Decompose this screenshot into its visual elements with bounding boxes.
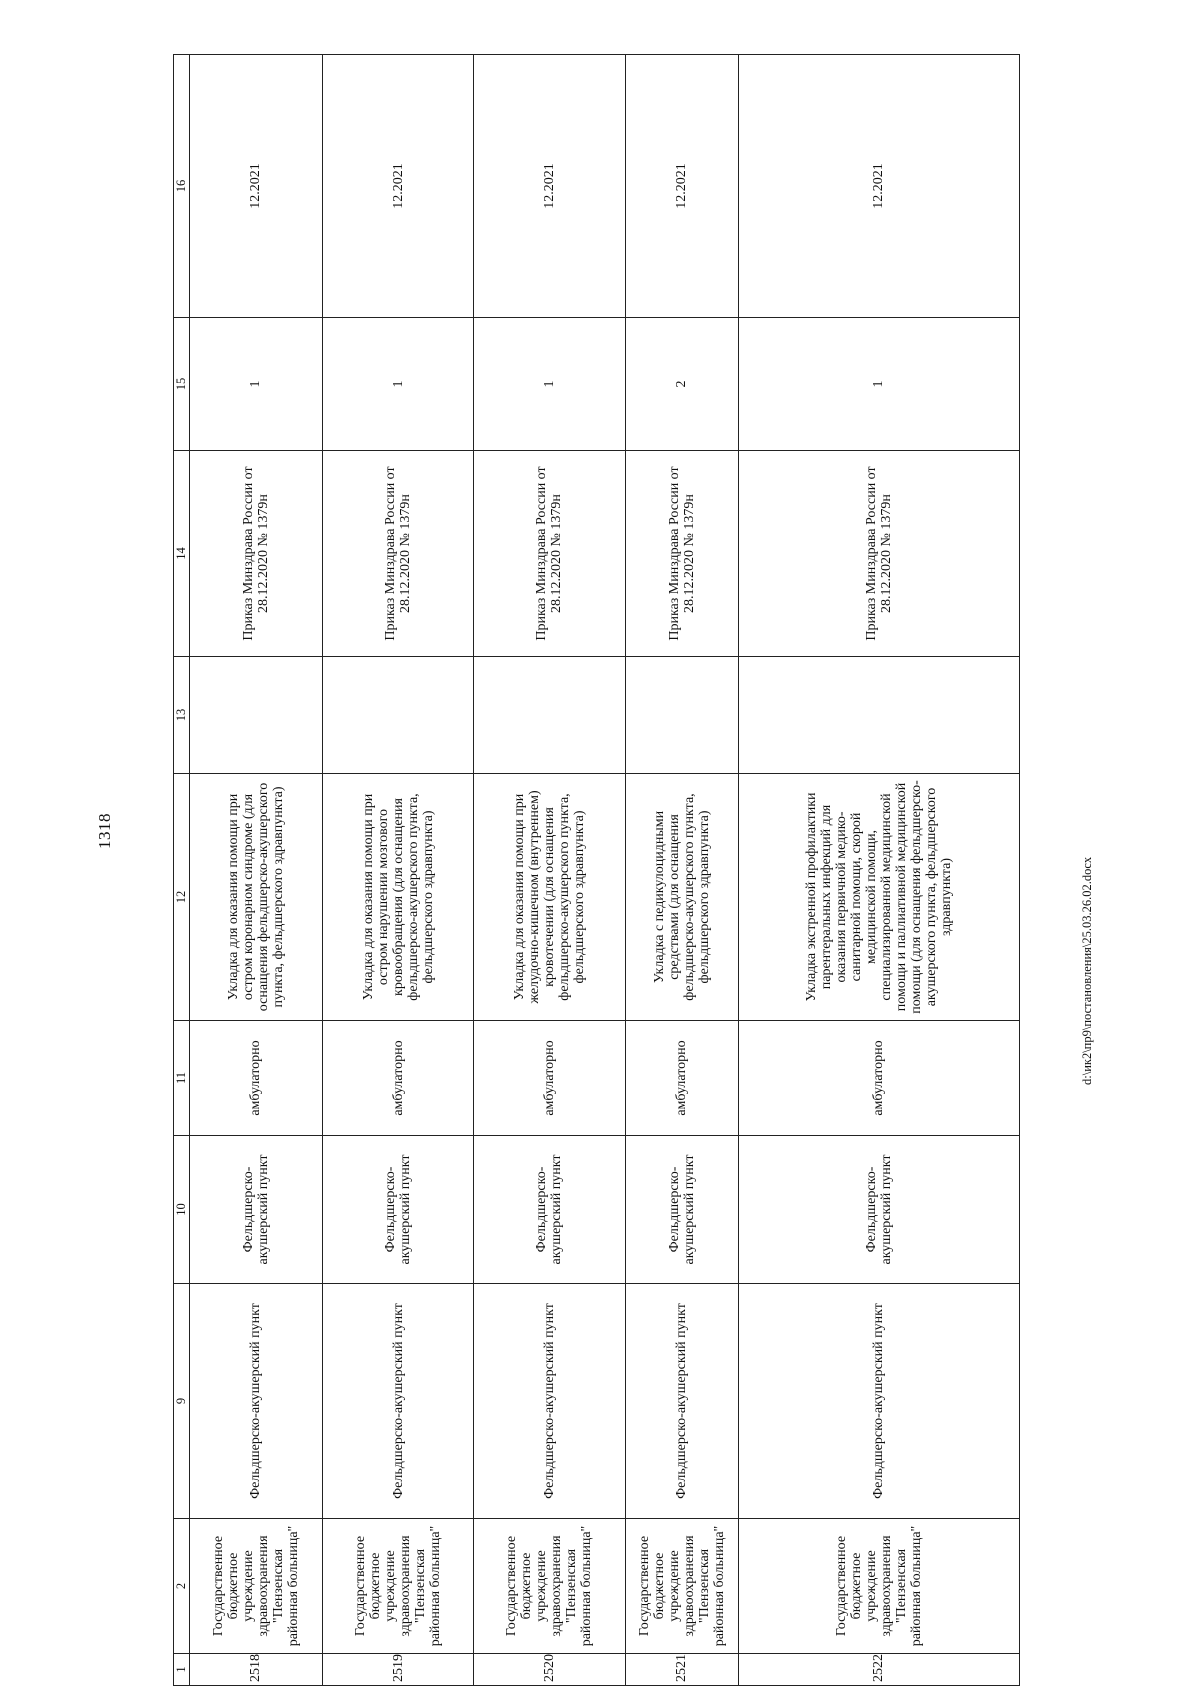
cell-mode: амбулаторно: [738, 1021, 1019, 1136]
cell-quantity: 1: [322, 318, 473, 451]
cell-mode: амбулаторно: [625, 1021, 738, 1136]
col-header-11: 11: [174, 1021, 190, 1136]
cell-quantity: 2: [625, 318, 738, 451]
cell-type: Фельдшерско-акушерский пункт: [474, 1136, 625, 1284]
cell-organization: Государственное бюджетное учреждение здравоохранения "Пензенская районная больница": [625, 1519, 738, 1654]
cell-number: 2520: [474, 1654, 625, 1686]
col-header-16: 16: [174, 55, 190, 318]
footer-file-path: d:\ик2\пр9\постановления\25.03.26.02.docx: [1080, 856, 1094, 1085]
column-number-row: [174, 55, 190, 1686]
cell-item: Укладка для оказания помощи при остром коронарном синдроме (для оснащения фельдшерско-акушерского пункта, фельдшерского здравпункта): [190, 774, 323, 1021]
col-header-12: 12: [174, 774, 190, 1021]
cell-item: Укладка экстренной профилактики парентеральных инфекций для оказания первичной медико-санитарной помощи, скорой медицинской помощи, специализированной медицинской помощи и паллиативной медицинской помощи (для оснащения фельдшерско-акушерского пункта, фельдшерского здравпункта): [738, 774, 1019, 1021]
table-row: [474, 55, 625, 1686]
cell-col13: [474, 657, 625, 774]
col-header-13: 13: [174, 657, 190, 774]
cell-col13: [190, 657, 323, 774]
cell-unit: Фельдшерско-акушерский пункт: [738, 1284, 1019, 1519]
cell-date: 12.2021: [625, 55, 738, 318]
cell-organization: Государственное бюджетное учреждение здравоохранения "Пензенская районная больница": [474, 1519, 625, 1654]
cell-type: Фельдшерско-акушерский пункт: [190, 1136, 323, 1284]
cell-date: 12.2021: [190, 55, 323, 318]
cell-quantity: 1: [738, 318, 1019, 451]
col-header-2: 2: [174, 1519, 190, 1654]
cell-date: 12.2021: [474, 55, 625, 318]
col-header-14: 14: [174, 451, 190, 657]
cell-basis: Приказ Минздрава России от 28.12.2020 № 1379н: [625, 451, 738, 657]
cell-organization: Государственное бюджетное учреждение здравоохранения "Пензенская районная больница": [738, 1519, 1019, 1654]
cell-mode: амбулаторно: [474, 1021, 625, 1136]
table-row: [738, 55, 1019, 1686]
cell-mode: амбулаторно: [322, 1021, 473, 1136]
cell-type: Фельдшерско-акушерский пункт: [625, 1136, 738, 1284]
cell-col13: [322, 657, 473, 774]
cell-date: 12.2021: [322, 55, 473, 318]
cell-organization: Государственное бюджетное учреждение здравоохранения "Пензенская районная больница": [322, 1519, 473, 1654]
cell-type: Фельдшерско-акушерский пункт: [738, 1136, 1019, 1284]
register-table: [173, 54, 1020, 1686]
cell-basis: Приказ Минздрава России от 28.12.2020 № 1379н: [190, 451, 323, 657]
cell-number: 2521: [625, 1654, 738, 1686]
cell-number: 2522: [738, 1654, 1019, 1686]
table-row: [322, 55, 473, 1686]
page-number: 1318: [95, 813, 114, 849]
cell-type: Фельдшерско-акушерский пункт: [322, 1136, 473, 1284]
cell-basis: Приказ Минздрава России от 28.12.2020 № 1379н: [738, 451, 1019, 657]
cell-col13: [738, 657, 1019, 774]
cell-quantity: 1: [190, 318, 323, 451]
cell-unit: Фельдшерско-акушерский пункт: [625, 1284, 738, 1519]
table-row: [190, 55, 323, 1686]
col-header-9: 9: [174, 1284, 190, 1519]
cell-date: 12.2021: [738, 55, 1019, 318]
cell-unit: Фельдшерско-акушерский пункт: [474, 1284, 625, 1519]
cell-item: Укладка для оказания помощи при желудочно-кишечном (внутреннем) кровотечении (для оснащения фельдшерско-акушерского пункта, фельдшерского здравпункта): [474, 774, 625, 1021]
cell-number: 2519: [322, 1654, 473, 1686]
cell-basis: Приказ Минздрава России от 28.12.2020 № 1379н: [322, 451, 473, 657]
cell-mode: амбулаторно: [190, 1021, 323, 1136]
cell-unit: Фельдшерско-акушерский пункт: [190, 1284, 323, 1519]
cell-item: Укладка для оказания помощи при остром нарушении мозгового кровообращения (для оснащения фельдшерско-акушерского пункта, фельдшерского здравпункта): [322, 774, 473, 1021]
col-header-15: 15: [174, 318, 190, 451]
cell-basis: Приказ Минздрава России от 28.12.2020 № 1379н: [474, 451, 625, 657]
cell-col13: [625, 657, 738, 774]
cell-organization: Государственное бюджетное учреждение здравоохранения "Пензенская районная больница": [190, 1519, 323, 1654]
col-header-1: 1: [174, 1654, 190, 1686]
cell-item: Укладка с педикулоцидными средствами (для оснащения фельдшерско-акушерского пункта, фельдшерского здравпункта): [625, 774, 738, 1021]
cell-quantity: 1: [474, 318, 625, 451]
cell-number: 2518: [190, 1654, 323, 1686]
table-row: [625, 55, 738, 1686]
cell-unit: Фельдшерско-акушерский пункт: [322, 1284, 473, 1519]
col-header-10: 10: [174, 1136, 190, 1284]
